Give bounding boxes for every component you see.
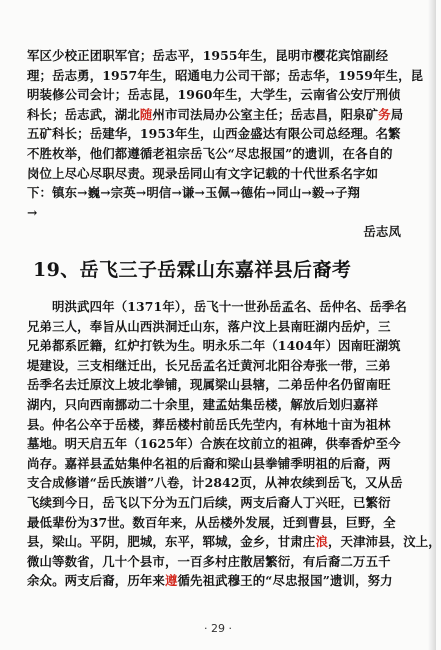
text-segment: 飞续到今日，岳飞以下分为五门后续，两支后裔人丁兴旺，已繁衍 — [27, 494, 391, 510]
text-segment: 军区少校正团职军官；岳志平，1955年生，昆明市樱花宾馆副经 — [27, 48, 389, 63]
text-segment: 县，梁山。平阴，肥城，东平，郓城，金乡，甘肃庄 — [27, 534, 316, 550]
text-line — [27, 395, 415, 415]
text-line — [27, 454, 415, 474]
text-segment: 最低辈份为37世。数百年来，从岳楼外发展，迁到曹县，巨野，全 — [27, 514, 396, 530]
text-segment: 墓地。明天启五年（1625年）合族在坟前立的祖碑，供奉香炉至今 — [27, 436, 401, 452]
text-segment: → — [27, 204, 38, 220]
text-segment: 湖内，只向西南挪动二十余里，建孟姑集岳楼，解放后划归嘉祥 — [27, 396, 379, 412]
highlighted-character: 浪 — [315, 534, 328, 550]
highlighted-character: 务 — [378, 106, 391, 122]
text-line — [27, 46, 415, 66]
text-segment: 明装修公司会计；岳志昆，1960年生，大学生，云南省公安厅刑侦 — [27, 87, 401, 103]
text-segment: ，天津沛县，汶上， — [327, 534, 441, 550]
text-line — [27, 356, 415, 376]
text-segment: 兄弟三人，奉旨从山西洪洞迁山东，落户汶上县南旺湖内岳炉，三 — [27, 318, 391, 334]
text-line — [27, 222, 415, 242]
section-heading: 19、岳飞三子岳霖山东嘉祥县后裔考 — [33, 259, 352, 281]
text-line — [27, 473, 415, 493]
text-segment: 科长；岳志武，湖北 — [27, 106, 140, 122]
text-line — [27, 203, 415, 223]
text-line — [27, 513, 415, 533]
text-segment: 五矿科长；岳建华，1953年生，山西金盛达有限公司总经理。名繁 — [27, 126, 401, 142]
text-segment: 岳志凤 — [363, 224, 401, 240]
text-line — [27, 434, 415, 454]
text-segment: 兄弟都系匠籍，红炉打铁为生。明永乐二年（1404年）因南旺湖筑 — [27, 338, 401, 354]
text-segment: 循先祖武穆王的“尽忠报国”遗训，努力 — [177, 573, 393, 589]
text-segment: 明洪武四年（1371年），岳飞十一世孙岳孟名、岳仲名、岳季名 — [52, 299, 407, 314]
text-segment: 余众。两支后裔，历年来 — [27, 573, 165, 589]
text-segment: 理；岳志勇，1957年生，昭通电力公司干部；岳志华，1959年生，昆 — [27, 67, 424, 83]
text-line — [27, 105, 415, 125]
page-number: · 29 · — [204, 622, 232, 635]
text-line — [27, 66, 424, 86]
previous-section-text — [27, 46, 424, 242]
text-line — [27, 297, 415, 317]
text-segment: 微山等数省，几十个县市，一百多村庄散居繁衍，有后裔二万五千 — [27, 553, 391, 569]
text-line — [27, 532, 441, 552]
text-segment: 支合成修谱“岳氏族谱”八卷，计2842页，从神农续到岳飞，又从岳 — [27, 475, 403, 491]
section-body-text — [27, 297, 441, 591]
text-segment: 下：镇东→巍→宗英→明信→谦→玉佩→德佑→同山→毅→子翔 — [27, 185, 361, 201]
text-line — [27, 375, 415, 395]
text-line — [27, 164, 415, 184]
text-segment: 岳季名去迁原汶上坡北拳铺，现属梁山县辖，二弟岳仲名仍留南旺 — [27, 377, 391, 393]
text-segment: 堤建设，三支相继迁出，长兄岳孟名迁黄河北阳谷寿张一带，三弟 — [27, 357, 391, 373]
highlighted-character: 随 — [139, 106, 153, 122]
text-line — [27, 336, 415, 356]
text-segment: 岗位上尽心尽职尽责。现录岳同山有文字记载的十代世系名字如 — [27, 165, 379, 181]
text-line — [27, 85, 415, 105]
text-line — [27, 493, 415, 513]
text-segment: 县。仲名公卒于岳楼，葬岳楼村前岳氏先茔内，有林地十亩为祖林 — [27, 416, 391, 432]
text-line — [27, 571, 415, 591]
text-line — [27, 183, 415, 203]
text-segment: 局 — [390, 106, 404, 122]
text-line — [27, 415, 415, 435]
page-gutter-shadow — [428, 0, 436, 650]
text-segment: 州市司法局办公室主任；岳志昌，阳泉矿 — [152, 106, 379, 122]
text-line — [27, 144, 415, 164]
text-line — [27, 124, 415, 144]
text-line — [27, 552, 415, 572]
highlighted-character: 遵 — [164, 573, 178, 589]
text-segment: 不胜枚举，他们都遵循老祖宗岳飞公“尽忠报国”的遗训，在各自的 — [27, 145, 393, 161]
text-line — [27, 317, 415, 337]
text-segment: 尚存。嘉祥县孟姑集仲名祖的后裔和梁山县拳铺季明祖的后裔，两 — [27, 455, 391, 471]
